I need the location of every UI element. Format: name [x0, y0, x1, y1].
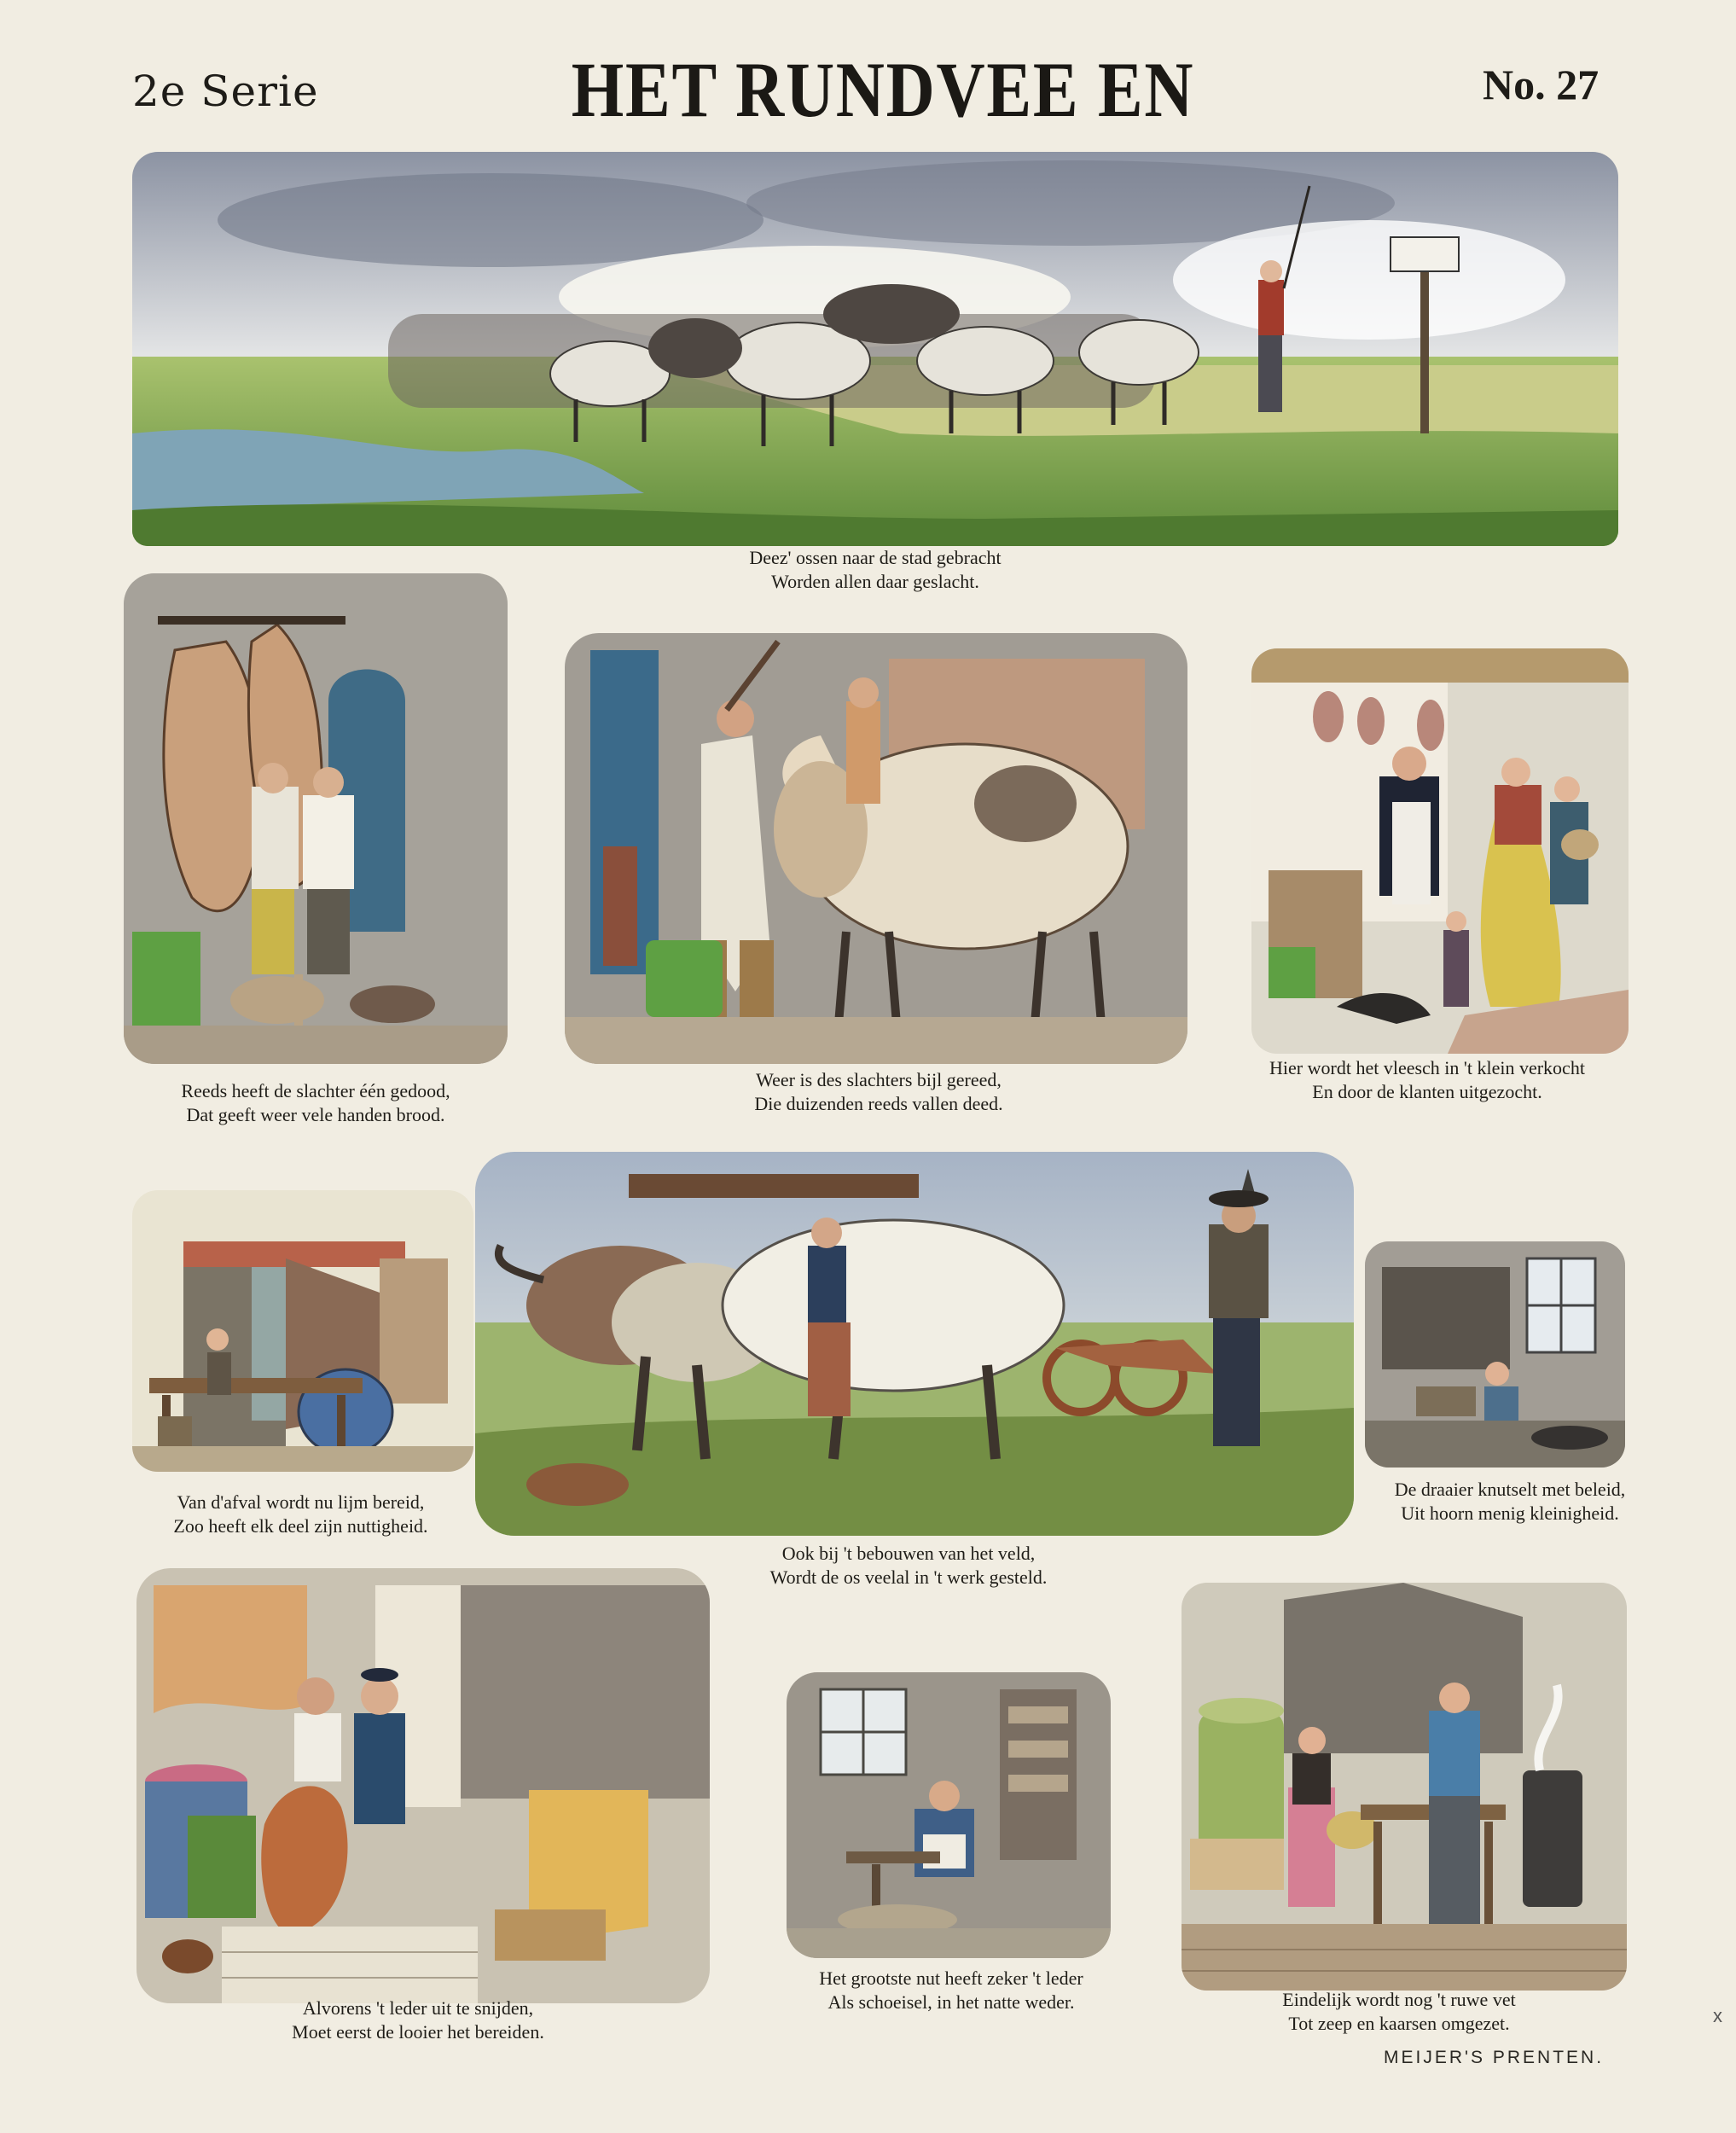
caption-cattle-drive — [662, 546, 1089, 594]
caption-line: Ook bij 't bebouwen van het veld, — [781, 1543, 1036, 1564]
print-number: No. 27 — [1483, 61, 1600, 108]
caption-line: En door de klanten uitgezocht. — [1312, 1081, 1542, 1102]
caption-tanner — [247, 1996, 589, 2044]
illustration-plough — [475, 1152, 1354, 1536]
caption-glue — [132, 1491, 469, 1538]
caption-candles — [1228, 1988, 1570, 2036]
series-label: 2e Serie — [132, 67, 319, 116]
caption-line: Moet eerst de looier het bereiden. — [292, 2021, 544, 2043]
illustration-butcher-shop — [1251, 648, 1629, 1054]
illustration-glue — [132, 1190, 473, 1472]
caption-line: Dat geeft weer vele handen brood. — [186, 1104, 445, 1125]
caption-line: Die duizenden reeds vallen deed. — [754, 1093, 1003, 1114]
caption-line: Het grootste nut heeft zeker 't leder — [819, 1967, 1083, 1989]
caption-slaughtered — [136, 1079, 495, 1127]
caption-line: Reeds heeft de slachter één gedood, — [181, 1080, 450, 1101]
caption-axe — [700, 1068, 1058, 1116]
caption-line: Tot zeep en kaarsen omgezet. — [1288, 2013, 1510, 2034]
caption-plough — [725, 1542, 1092, 1590]
illustration-cattle-drive — [132, 152, 1618, 546]
caption-line: Worden allen daar geslacht. — [771, 571, 979, 592]
caption-line: Alvorens 't leder uit te snijden, — [302, 1997, 534, 2019]
caption-line: Uit hoorn menig kleinigheid. — [1401, 1502, 1619, 1524]
illustration-axe — [565, 633, 1187, 1064]
caption-turner — [1365, 1478, 1655, 1526]
illustration-turner — [1365, 1241, 1625, 1468]
illustration-slaughtered — [124, 573, 508, 1064]
caption-line: Wordt de os veelal in 't werk gesteld. — [769, 1566, 1048, 1588]
caption-shoemaker — [781, 1967, 1122, 2014]
caption-line: Van d'afval wordt nu lijm bereid, — [177, 1491, 425, 1513]
caption-line: Hier wordt het vleesch in 't klein verkocht — [1269, 1057, 1585, 1078]
caption-butcher-shop — [1235, 1056, 1619, 1104]
illustration-tanner — [136, 1568, 710, 2003]
caption-line: Zoo heeft elk deel zijn nuttigheid. — [173, 1515, 428, 1537]
caption-line: Eindelijk wordt nog 't ruwe vet — [1282, 1989, 1516, 2010]
caption-line: Als schoeisel, in het natte weder. — [827, 1991, 1075, 2013]
page-title: HET RUNDVEE EN — [571, 46, 1195, 133]
caption-line: Deez' ossen naar de stad gebracht — [749, 547, 1002, 568]
edge-mark: x — [1713, 2005, 1722, 2026]
illustration-shoemaker — [787, 1672, 1111, 1958]
caption-line: De draaier knutselt met beleid, — [1394, 1479, 1626, 1500]
caption-line: Weer is des slachters bijl gereed, — [756, 1069, 1002, 1090]
illustration-candles — [1182, 1583, 1627, 1991]
publisher-imprint: MEIJER'S PRENTEN. — [1384, 2048, 1605, 2067]
